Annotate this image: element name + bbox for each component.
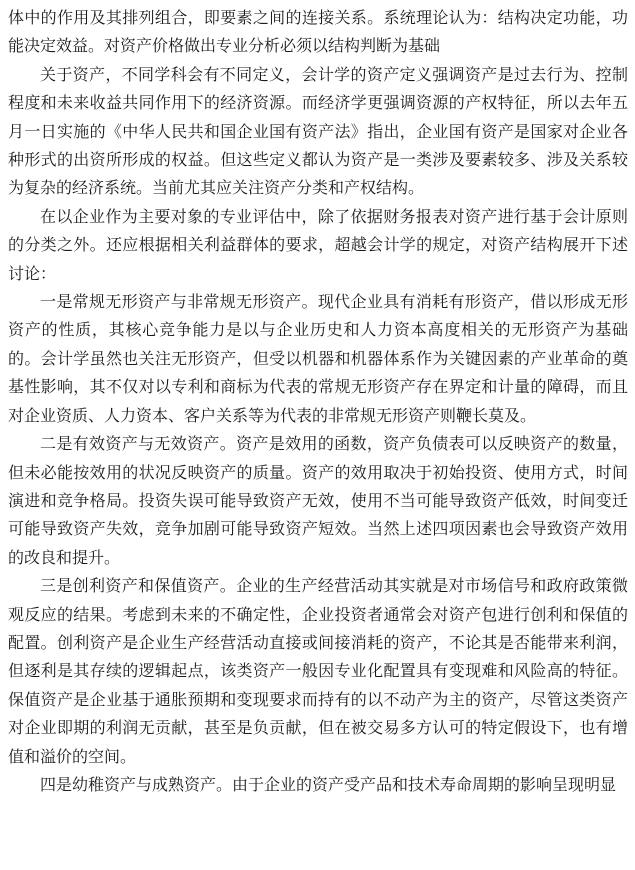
paragraph-effective-assets: 二是有效资产与无效资产。资产是效用的函数，资产负债表可以反映资产的数量，但未必能按效用的状况反映资产的质量。资产的效用取决于初始投资、使用方式，时间演进和竞争格局。投资失误可能导致资产无效，使用不当可能导致资产低效，时间变迁可能导致资产失效，竞争加剧可能导致资产短效。当然上述四项因素也会导致资产效用的改良和提升。 bbox=[8, 434, 628, 567]
paragraph-profit-preservation-assets: 三是创利资产和保值资产。企业的生产经营活动其实就是对市场信号和政府政策微观反应的结果。考虑到未来的不确定性，企业投资者通常会对资产包进行创利和保值的配置。创利资产是企业生产经营活动直接或间接消耗的资产，不论其是否能带来利润，但逐利是其存续的逻辑起点，该类资产一般因专业化配置具有变现难和风险高的特征。保值资产是企业基于通胀预期和变现要求而持有的以不动产为主的资产，尽管这类资产对企业即期的利润无贡献，甚至是负贡献，但在被交易多方认可的特定假设下，也有增值和溢价的空间。 bbox=[8, 576, 628, 766]
document-body bbox=[8, 4, 628, 799]
paragraph-asset-definition: 关于资产，不同学科会有不同定义，会计学的资产定义强调资产是过去行为、控制程度和未来收益共同作用下的经济资源。而经济学更强调资源的产权特征，所以去年五月一日实施的《中华人民共和国企业国有资产法》指出，企业国有资产是国家对企业各种形式的出资所形成的权益。但这些定义都认为资产是一类涉及要素较多、涉及关系较为复杂的经济系统。当前尤其应关注资产分类和产权结构。 bbox=[8, 64, 628, 198]
paragraph-intangible-assets: 一是常规无形资产与非常规无形资产。现代企业具有消耗有形资产，借以形成无形资产的性质，其核心竞争能力是以与企业历史和人力资本高度相关的无形资产为基础的。会计学虽然也关注无形资产，但受以机器和机器体系作为关键因素的产业革命的奠基性影响，其不仅对以专利和商标为代表的常规无形资产存在界定和计量的障碍，而且对企业资质、人力资本、客户关系等为代表的非常规无形资产则鞭长莫及。 bbox=[8, 292, 628, 425]
paragraph-continuation: 体中的作用及其排列组合，即要素之间的连接关系。系统理论认为：结构决定功能，功能决定效益。对资产价格做出专业分析必须以结构判断为基础 bbox=[8, 8, 628, 56]
paragraph-immature-mature-assets: 四是幼稚资产与成熟资产。由于企业的资产受产品和技术寿命周期的影响呈现明显 bbox=[40, 774, 617, 794]
paragraph-enterprise-evaluation: 在以企业作为主要对象的专业评估中，除了依据财务报表对资产进行基于会计原则的分类之外。还应根据相关利益群体的要求，超越会计学的规定，对资产结构展开下述讨论： bbox=[8, 206, 628, 283]
